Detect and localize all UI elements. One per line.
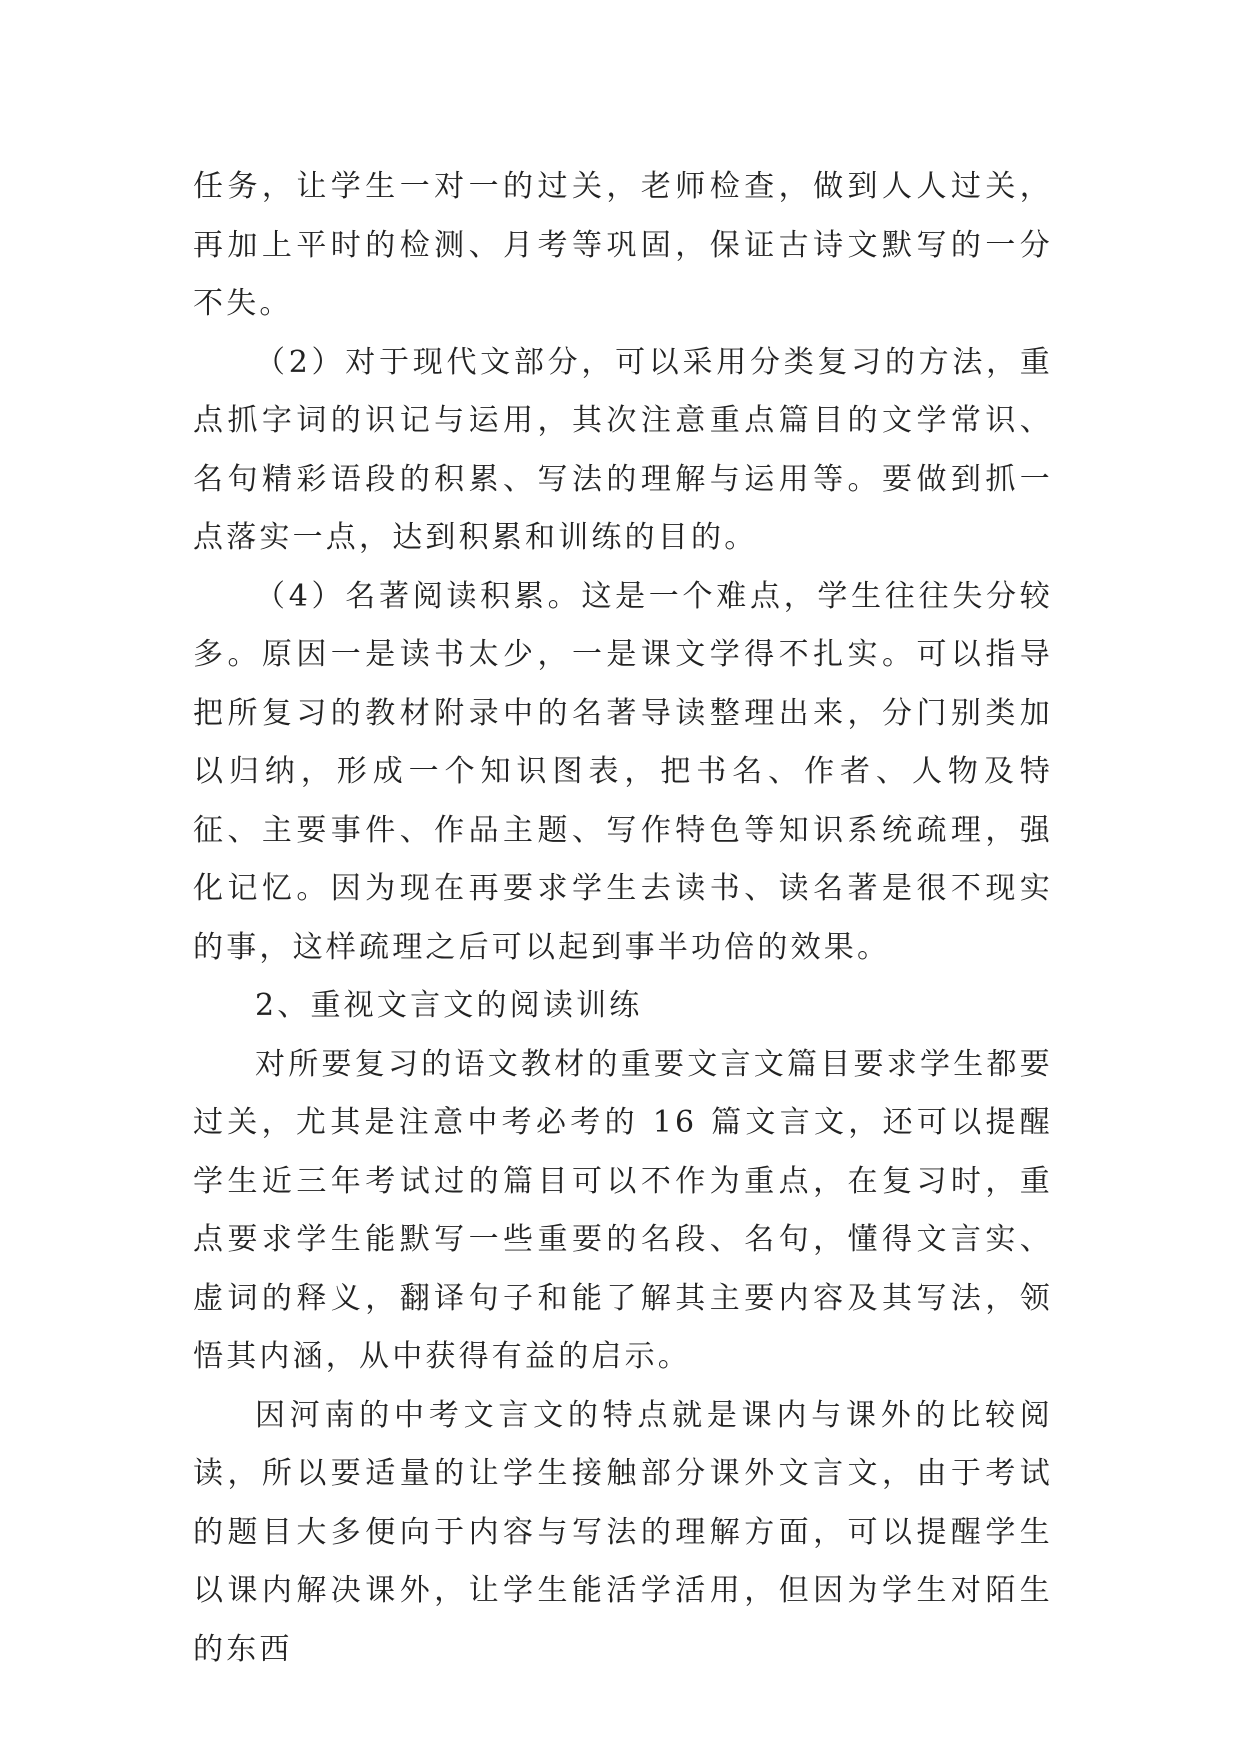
paragraph-classics-reading: （4）名著阅读积累。这是一个难点，学生往往失分较多。原因一是读书太少，一是课文学得不扎实。可以指导把所复习的教材附录中的名著导读整理出来，分门别类加以归纳，形成一个知识图表，把书名、作者、人物及特征、主要事件、作品主题、写作特色等知识系统疏理，强化记忆。因为现在再要求学生去读书、读名著是很不现实的事，这样疏理之后可以起到事半功倍的效果。 <box>193 578 1053 965</box>
paragraph-continuation: 任务，让学生一对一的过关，老师检查，做到人人过关，再加上平时的检测、月考等巩固，保证古诗文默写的一分不失。 <box>193 169 1053 321</box>
paragraph-modern-text-review: （2）对于现代文部分，可以采用分类复习的方法，重点抓字词的识记与运用，其次注意重点篇目的文学常识、名句精彩语段的积累、写法的理解与运用等。要做到抓一点落实一点，达到积累和训练的目的。 <box>193 344 1053 555</box>
paragraph-henan-exam: 因河南的中考文言文的特点就是课内与课外的比较阅读，所以要适量的让学生接触部分课外文言文，由于考试的题目大多便向于内容与写法的理解方面，可以提醒学生以课内解决课外，让学生能活学活用，但因为学生对陌生的东西 <box>193 1397 1053 1667</box>
section-heading: 2、重视文言文的阅读训练 <box>255 988 643 1023</box>
paragraph-classical-chinese: 对所要复习的语文教材的重要文言文篇目要求学生都要过关，尤其是注意中考必考的 16 篇文言文，还可以提醒学生近三年考试过的篇目可以不作为重点，在复习时，重点要求学生能默写一些重要的名段、名句，懂得文言实、虚词的释义，翻译句子和能了解其主要内容及其写法，领悟其内涵，从中获得有益的启示。 <box>193 1046 1053 1374</box>
document-body <box>193 158 1053 1679</box>
